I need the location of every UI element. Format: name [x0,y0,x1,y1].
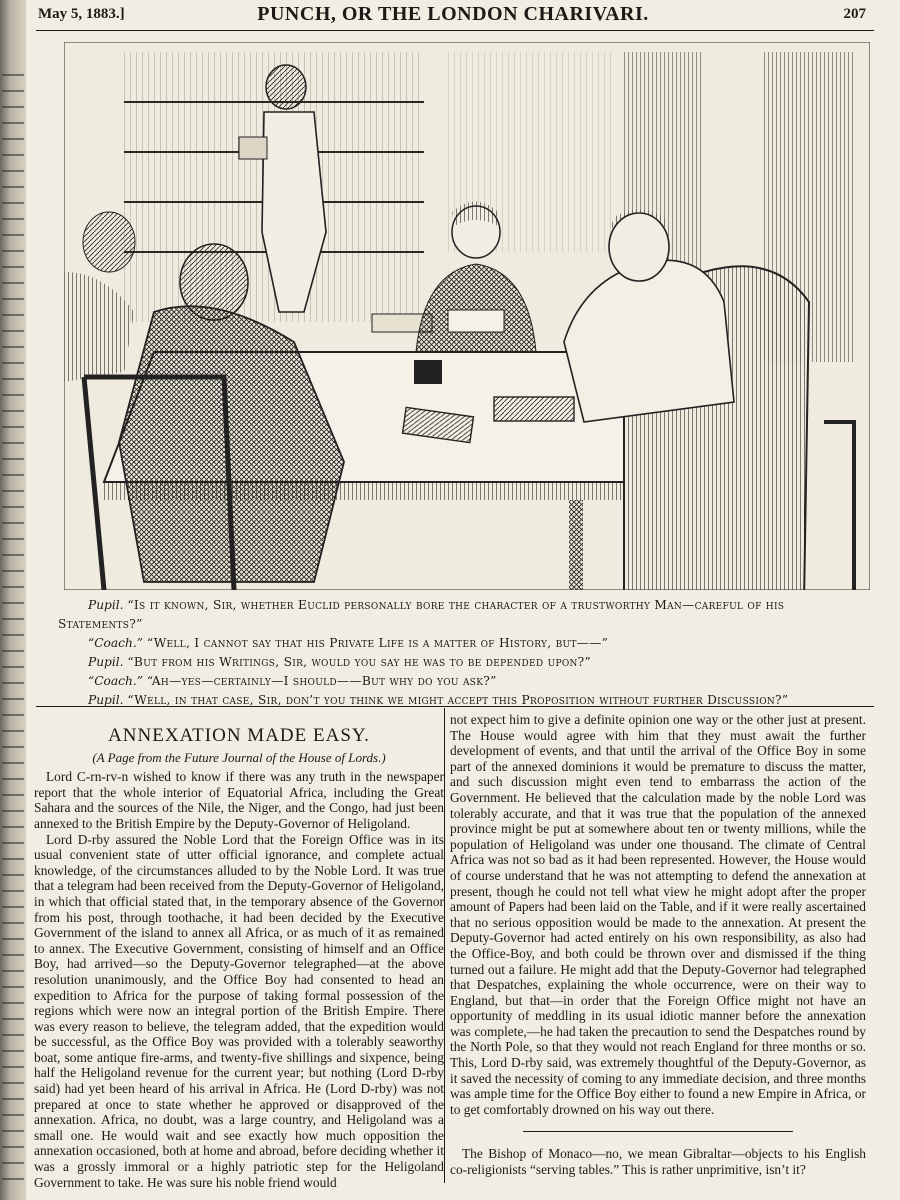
cartoon-caption [58,596,874,710]
caption-line [58,653,874,672]
engraving-study-room-scene-icon [64,42,870,590]
caption-text: Statements?” [58,617,143,631]
masthead: PUNCH, OR THE LONDON CHARIVARI. [257,3,649,25]
adjacent-page-text [2,60,24,1180]
caption-speaker: Pupil. [88,655,124,669]
article-right-column [450,712,866,1178]
newspaper-page [26,0,900,1200]
article-paragraph: not expect him to give a definite opinion one way or the other just at present. The House would agree with him that they must await the further development of events, and that until the arrival of the Office Boy in some part of the annexed dominions it would be premature to discuss the matter, and such discussion might even tend to embarrass the action of the Government. He believed that the calculation made by the noble Lord was tolerably accurate, and that it was true that the population of the annexed province might be put at somewhere about ten or twenty millions, while the population of Heligoland was under one thousand. The climate of Central Africa was not so bad as it had been represented. However, the House would of course understand that he was not attempting to defend the annexation at present, though he could not tell what view he might adopt after the proper amount of Papers had been laid on the Table, and if it were really ascertained that no serious opposition would be made to the annexation. At present the Deputy-Governor had acted entirely on his own responsibility, as also had the Office-Boy, and both could be thrown over and dismissed if the thing turned out a failure. He might add that the Deputy-Governor had telegraphed that Despatches, explaining the whole occurrence, were on their way to England, but that—in order that the Foreign Office might not have an opportunity of meddling in its usual idiotic manner before the annexation was complete,—he had taken the precaution to send the Despatches round by the North Pole, so that they would not reach England for three months or so. This, Lord D-rby said, was extremely thoughtful of the Deputy-Governor, as it saved the necessity of coming to any immediate decision, and three months was ample time for the Office Boy either to found a new Empire in Africa, or to get comfortably drowned on his way out there. [450,712,866,1117]
adjacent-page-edge [0,0,26,1200]
caption-line [58,672,874,691]
caption-speaker: “Coach.” [88,674,143,688]
short-item: The Bishop of Monaco—no, we mean Gibraltar—objects to his English co-religionists “serving tables.” This is rather unprimitive, isn’t it? [450,1146,866,1178]
caption-text: “Ah—yes—certainly—I should——But why do you ask?” [146,674,497,688]
column-rule [444,708,445,1183]
page-header [32,2,874,28]
section-rule [36,706,874,707]
caption-line [58,634,874,653]
issue-date: May 5, 1883.] [38,6,125,22]
caption-speaker: Pupil. [88,693,124,707]
engraving-illustration [64,42,870,590]
caption-text: “But from his Writings, Sir, would you say he was to be depended upon?” [127,655,592,669]
caption-line [58,691,874,710]
page-number: 207 [843,6,866,22]
caption-speaker: “Coach.” [88,636,143,650]
article-paragraph: Lord D-rby assured the Noble Lord that the Foreign Office was in its usual convenient state of utter official ignorance, and complete actual knowledge, of the circumstances alluded to by the Noble Lord. It was true that a telegram had been received from the Deputy-Governor of Heligoland, in which that official stated that, in the temporary absence of the Governor from his post, through toothache, it had been decided by the Executive Government of the island to annex all Africa, or as much of it as remained to annex. The Executive Government, consisting of himself and an Office Boy, had arrived—so the Deputy-Governor telegraphed—at the above resolution unanimously, and the Office Boy had consented to head an expedition to Africa for the purpose of taking formal possession of the regions which were now an integral portion of the British Empire. There was every reason to believe, the telegram added, that the expedition would be successful, as the Office Boy was provided with a tolerably seaworthy boat, some antique fire-arms, and twenty-five shillings and sixpence, being half the Heligoland revenue for the current year; but nothing (Lord D-rby said) had yet been heard of his arrival in Africa. He (Lord D-rby) was not prepared at once to state whether he approved or disapproved of the annexation. Africa, no doubt, was a large country, and Heligoland was a small one. He would wait and see exactly how much opposition the annexation occasioned, both at home and abroad, before deciding whether it was a grossly immoral or a highly patriotic step for the Heligoland Government to take. He was sure his noble friend would [34,831,444,1190]
caption-speaker: Pupil. [88,598,124,612]
article-subtitle: (A Page from the Future Journal of the House of Lords.) [92,749,386,765]
article-left-column [34,725,444,1190]
article-paragraph: Lord C-rn-rv-n wished to know if there was any truth in the newspaper report that the whole interior of Equatorial Africa, including the Great Sahara and the sources of the Nile, the Niger, and the Congo, had just been annexed to the British Empire by the Deputy-Governor of Heligoland. [34,769,444,831]
caption-text: “Is it known, Sir, whether Euclid personally bore the character of a trustworthy Man—careful of his [127,598,785,612]
header-rule [36,30,874,31]
item-separator [523,1131,793,1132]
caption-line [58,596,874,615]
caption-text: “Well, in that case, Sir, don’t you think we might accept this Proposition without further Discussion?” [127,693,789,707]
caption-text: “Well, I cannot say that his Private Life is a matter of History, but——” [146,636,609,650]
article-title: ANNEXATION MADE EASY. [108,725,370,746]
caption-line [58,615,874,634]
